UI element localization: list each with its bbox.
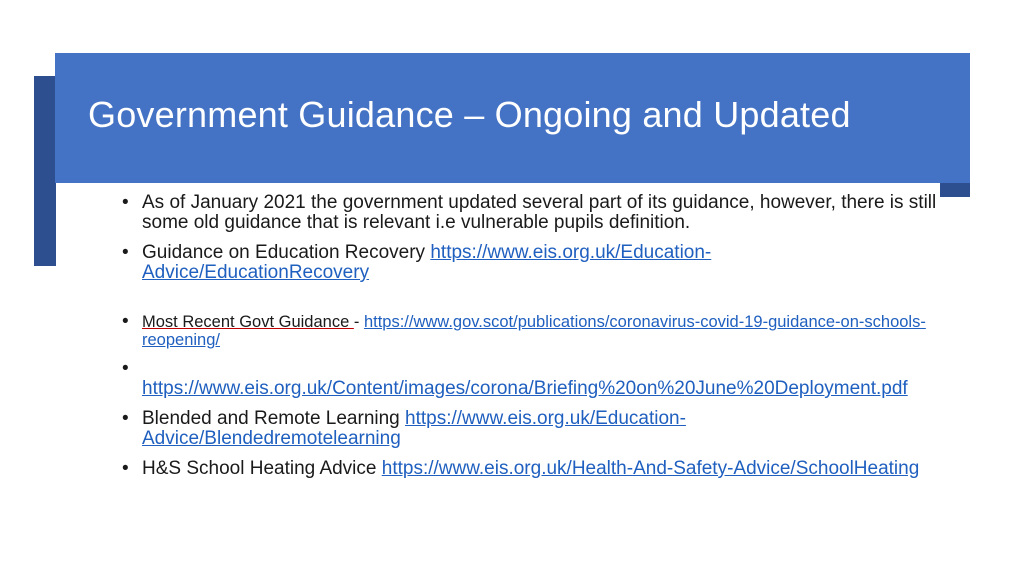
bullet-guidance-update xyxy=(118,193,938,233)
left-ribbon-fold xyxy=(34,76,56,266)
blended-learning-link[interactable]: https://www.eis.org.uk/Education-Advice/Blendedremotelearning xyxy=(142,408,686,449)
slide-title: Government Guidance – Ongoing and Updated xyxy=(88,94,851,135)
bullet-text: Most Recent Govt Guidance xyxy=(142,313,354,331)
education-recovery-link[interactable]: https://www.eis.org.uk/Education-Advice/EducationRecovery xyxy=(142,242,712,283)
bullet-briefing-pdf xyxy=(118,359,938,399)
bullet-blended-learning xyxy=(118,409,938,449)
separator: - xyxy=(353,313,364,331)
right-ribbon-fold xyxy=(940,183,970,197)
bullet-empty-line xyxy=(142,359,938,379)
bullet-text: As of January 2021 the government updated several part of its guidance, however, there is still some old guidance that is relevant i.e vulnerable pupils definition. xyxy=(142,192,937,233)
school-heating-link[interactable]: https://www.eis.org.uk/Health-And-Safety-Advice/SchoolHeating xyxy=(381,458,920,479)
bullet-text: Blended and Remote Learning xyxy=(142,408,406,429)
bullet-govt-guidance xyxy=(118,313,938,349)
govt-guidance-link[interactable]: https://www.gov.scot/publications/coronavirus-covid-19-guidance-on-schools-reopening/ xyxy=(142,313,926,349)
bullet-list xyxy=(118,193,938,479)
bullet-school-heating xyxy=(118,459,938,479)
bullet-text: H&S School Heating Advice xyxy=(142,458,382,479)
bullet-text: Guidance on Education Recovery xyxy=(142,242,431,263)
bullet-education-recovery xyxy=(118,243,938,283)
briefing-pdf-link[interactable]: https://www.eis.org.uk/Content/images/corona/Briefing%20on%20June%20Deployment.pdf xyxy=(142,378,908,399)
